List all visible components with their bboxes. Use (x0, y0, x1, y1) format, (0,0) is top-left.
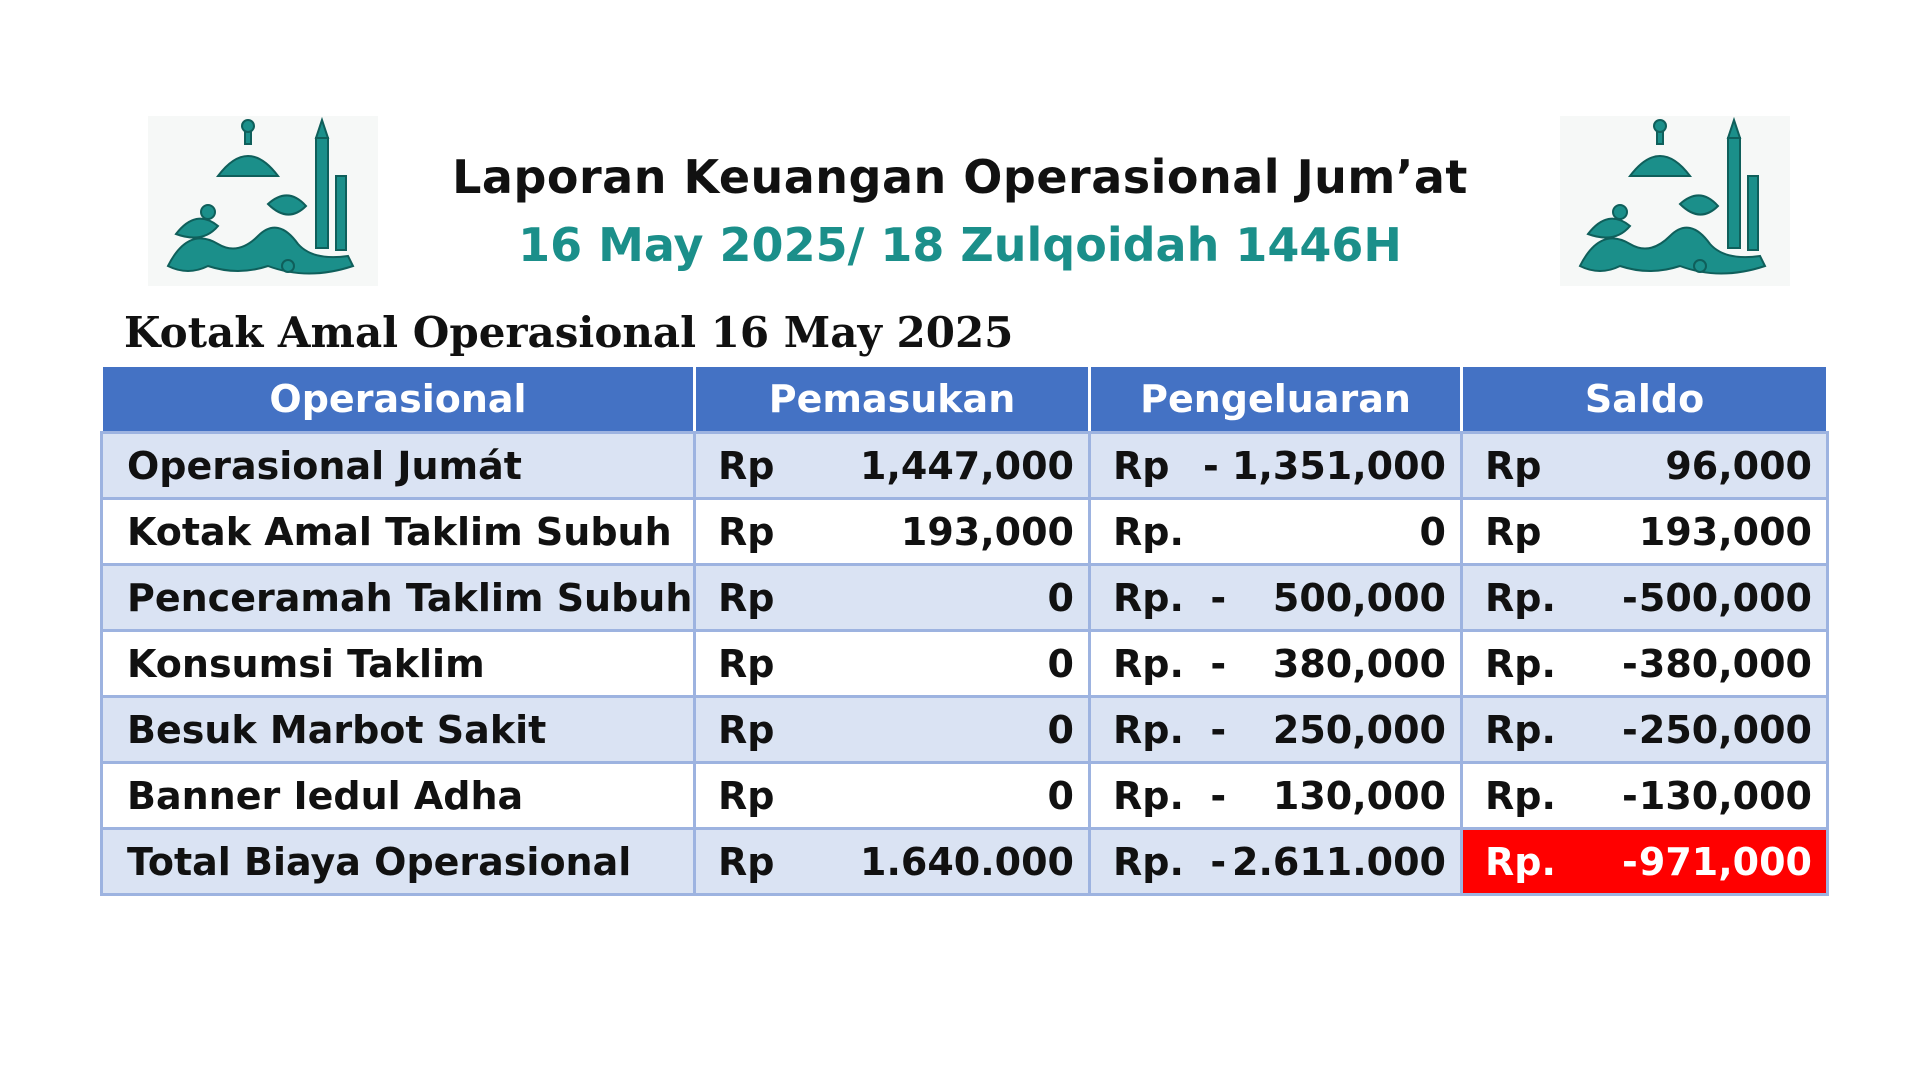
saldo-cell (1462, 565, 1828, 631)
currency: Rp. - (1113, 707, 1227, 752)
amount: 500,000 (1272, 575, 1446, 620)
currency: Rp (718, 839, 775, 884)
total-row (102, 829, 1828, 895)
pemasukan-cell (695, 697, 1090, 763)
table-row (102, 499, 1828, 565)
row-label: Kotak Amal Taklim Subuh (102, 499, 695, 565)
amount: 1,447,000 (860, 443, 1074, 488)
amount: 193,000 (1638, 509, 1812, 554)
currency: Rp (1113, 443, 1170, 488)
currency: Rp. - (1113, 773, 1227, 818)
table-row (102, 565, 1828, 631)
currency: Rp. - (1485, 839, 1638, 884)
table-row (102, 433, 1828, 499)
total-label: Total Biaya Operasional (102, 829, 695, 895)
row-label: Banner Iedul Adha (102, 763, 695, 829)
saldo-cell (1462, 631, 1828, 697)
pengeluaran-cell (1090, 697, 1462, 763)
amount: 130,000 (1272, 773, 1446, 818)
amount: 250,000 (1272, 707, 1446, 752)
currency: Rp. (1113, 509, 1184, 554)
table-header-row (102, 366, 1828, 433)
currency: Rp. - (1485, 773, 1638, 818)
pengeluaran-cell (1090, 433, 1462, 499)
column-header-pemasukan: Pemasukan (695, 366, 1090, 433)
pemasukan-cell (695, 763, 1090, 829)
pemasukan-cell (695, 499, 1090, 565)
pengeluaran-cell (1090, 631, 1462, 697)
row-label: Penceramah Taklim Subuh (102, 565, 695, 631)
amount: 380,000 (1272, 641, 1446, 686)
amount: 971,000 (1638, 839, 1812, 884)
pemasukan-cell (695, 565, 1090, 631)
report-title: Laporan Keuangan Operasional Jum’at (452, 150, 1468, 204)
currency: Rp. - (1485, 641, 1638, 686)
saldo-cell (1462, 499, 1828, 565)
currency: Rp (718, 641, 775, 686)
saldo-cell (1462, 697, 1828, 763)
amount: 193,000 (900, 509, 1074, 554)
table-row (102, 631, 1828, 697)
column-header-operasional: Operasional (102, 366, 695, 433)
amount: 250,000 (1638, 707, 1812, 752)
amount: 380,000 (1638, 641, 1812, 686)
currency: Rp (718, 443, 775, 488)
pengeluaran-cell (1090, 763, 1462, 829)
amount: 0 (1047, 707, 1074, 752)
row-label: Operasional Jumát (102, 433, 695, 499)
amount: 0 (1419, 509, 1446, 554)
pengeluaran-cell (1090, 565, 1462, 631)
amount: 1.640.000 (860, 839, 1074, 884)
amount: 500,000 (1638, 575, 1812, 620)
amount: 130,000 (1638, 773, 1812, 818)
total-pengeluaran-cell (1090, 829, 1462, 895)
currency: Rp. - (1113, 839, 1227, 884)
amount: - 1,351,000 (1203, 443, 1446, 488)
saldo-cell (1462, 433, 1828, 499)
column-header-saldo: Saldo (1462, 366, 1828, 433)
total-saldo-cell (1462, 829, 1828, 895)
column-header-pengeluaran: Pengeluaran (1090, 366, 1462, 433)
pemasukan-cell (695, 631, 1090, 697)
row-label: Besuk Marbot Sakit (102, 697, 695, 763)
currency: Rp. - (1485, 707, 1638, 752)
financial-report-table (100, 364, 1829, 896)
table-row (102, 763, 1828, 829)
currency: Rp (718, 575, 775, 620)
currency: Rp (1485, 509, 1542, 554)
currency: Rp. - (1113, 641, 1227, 686)
currency: Rp. - (1485, 575, 1638, 620)
saldo-cell (1462, 763, 1828, 829)
amount: 0 (1047, 641, 1074, 686)
currency: Rp (718, 773, 775, 818)
currency: Rp. - (1113, 575, 1227, 620)
amount: 0 (1047, 575, 1074, 620)
currency: Rp (718, 707, 775, 752)
currency: Rp (1485, 443, 1542, 488)
table-row (102, 697, 1828, 763)
currency: Rp (718, 509, 775, 554)
pemasukan-cell (695, 433, 1090, 499)
section-title: Kotak Amal Operasional 16 May 2025 (124, 308, 1014, 357)
pengeluaran-cell (1090, 499, 1462, 565)
row-label: Konsumsi Taklim (102, 631, 695, 697)
amount: 2.611.000 (1232, 839, 1446, 884)
report-date-subtitle: 16 May 2025/ 18 Zulqoidah 1446H (518, 218, 1402, 272)
amount: 0 (1047, 773, 1074, 818)
amount: 96,000 (1665, 443, 1812, 488)
total-pemasukan-cell (695, 829, 1090, 895)
